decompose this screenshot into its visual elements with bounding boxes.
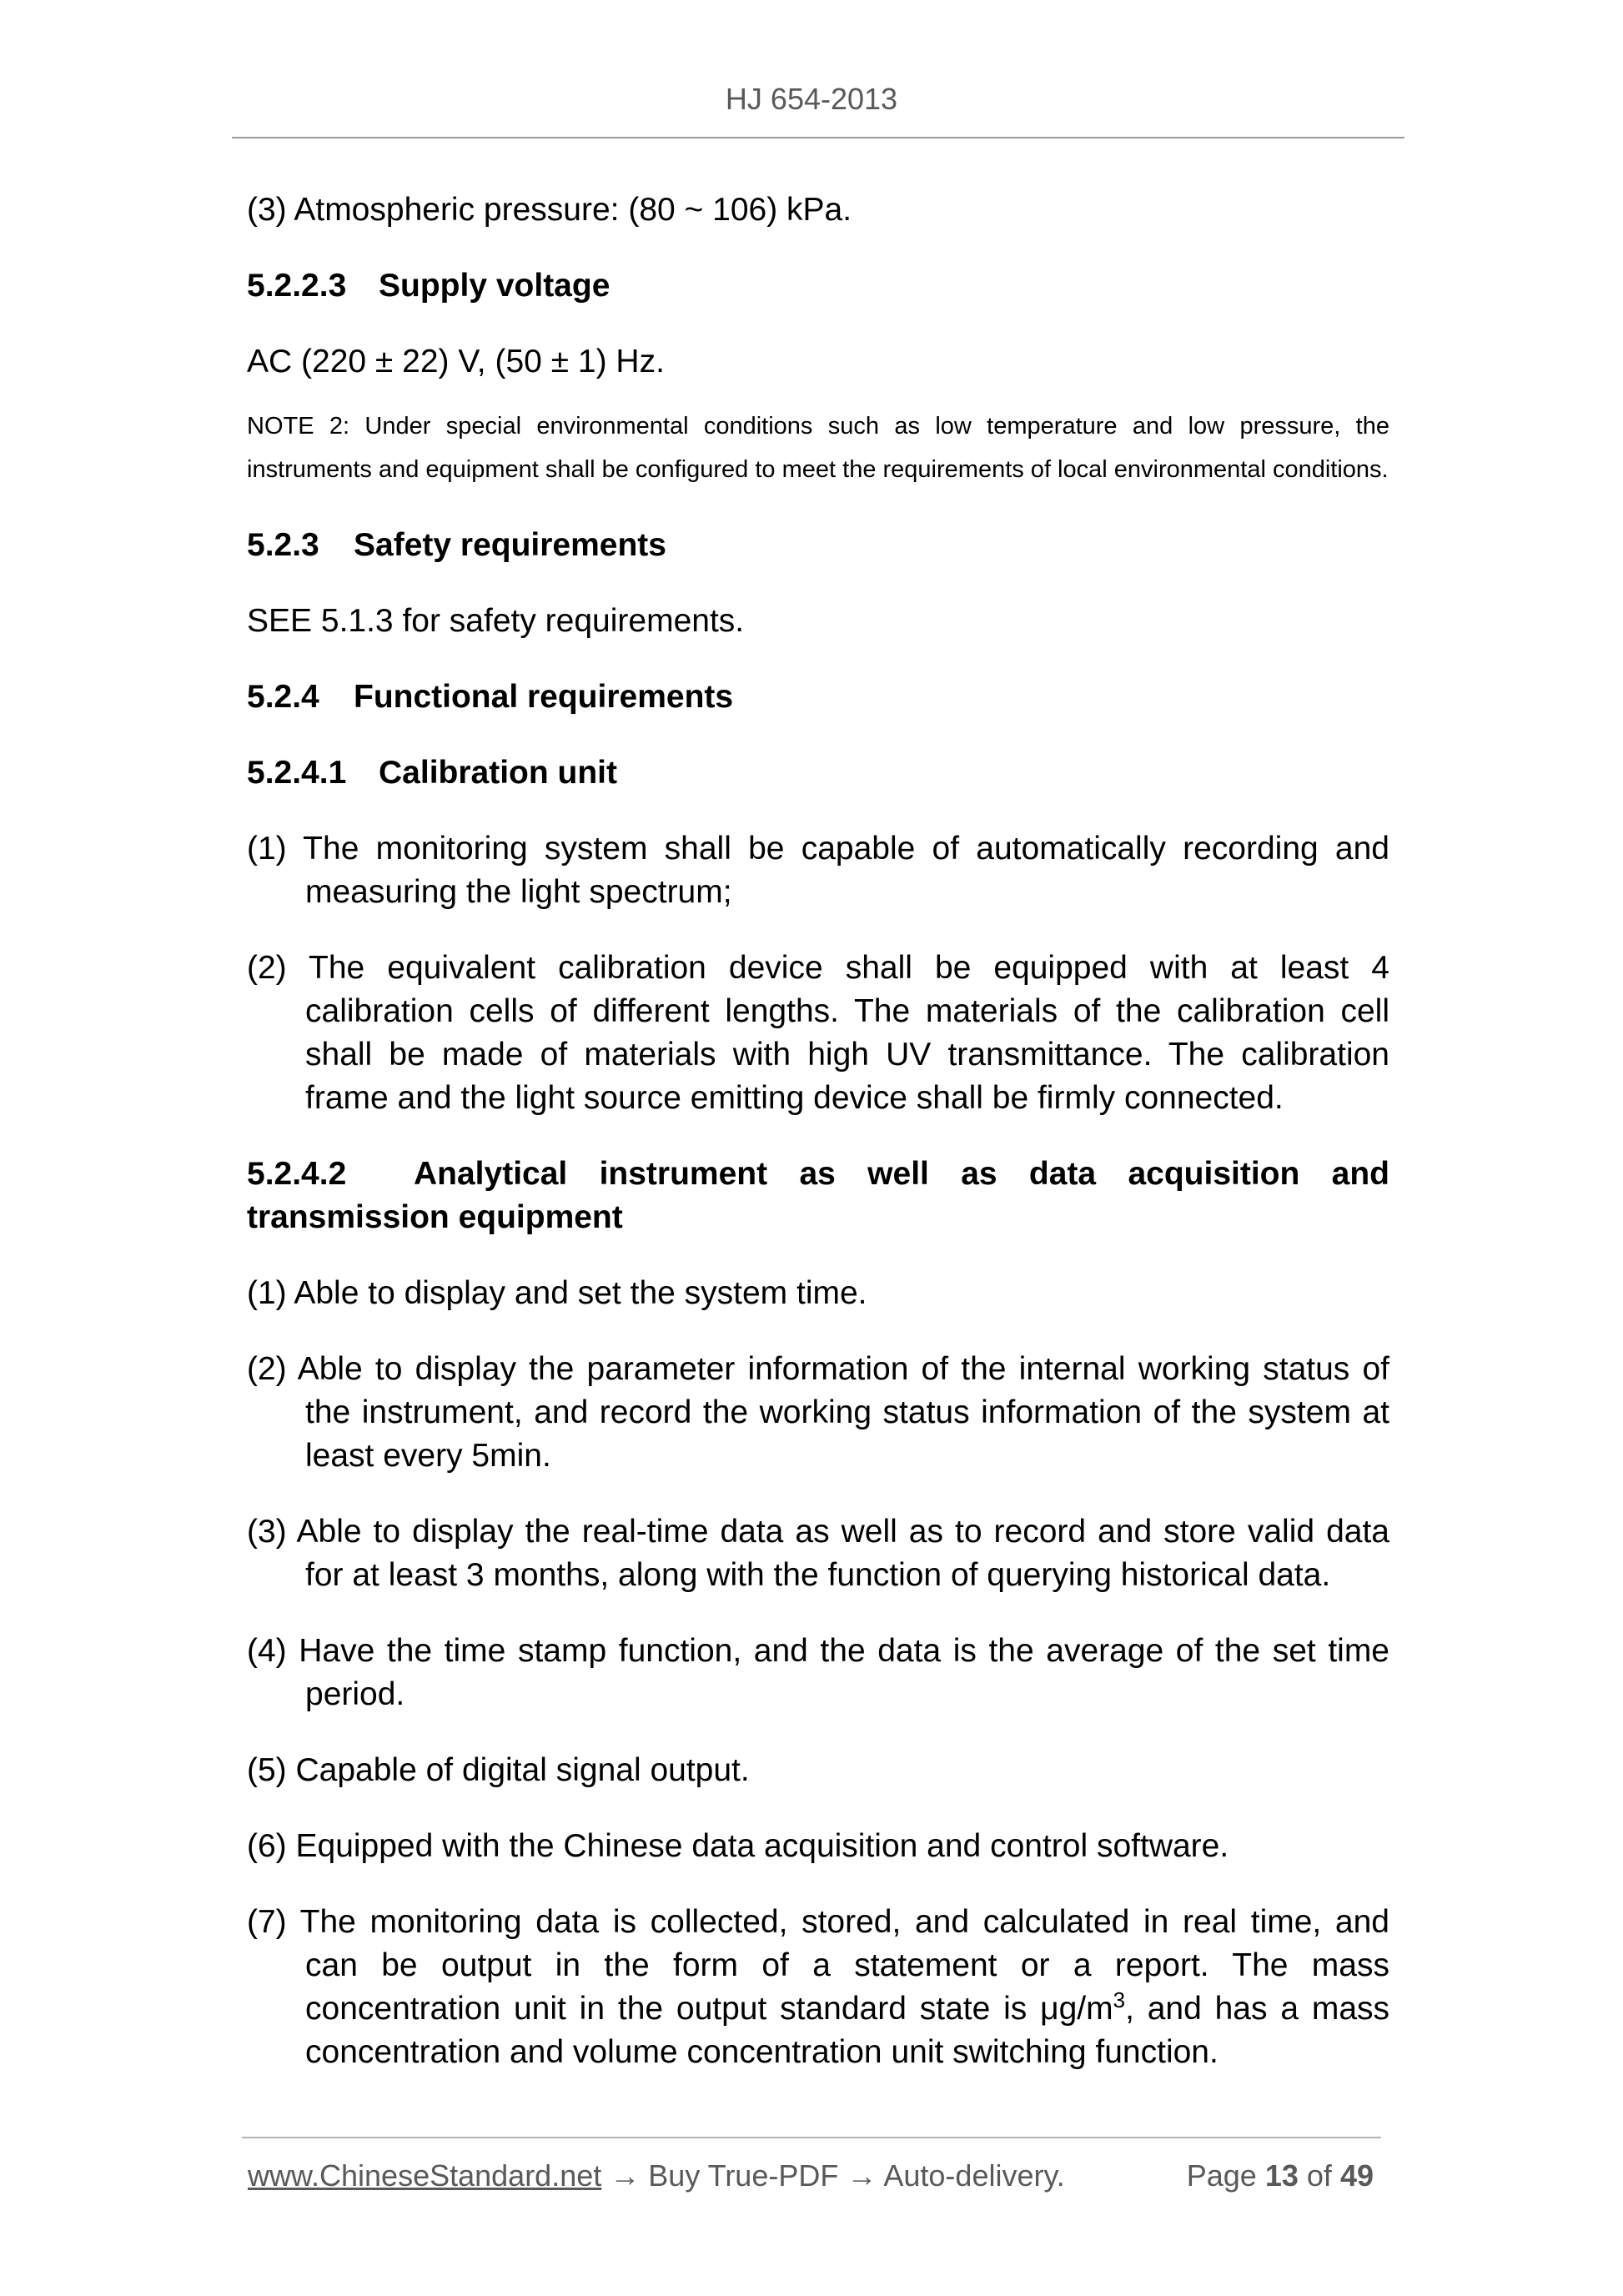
heading-title: Safety requirements — [354, 527, 666, 563]
heading-title: Supply voltage — [379, 268, 611, 304]
auto-delivery-text: Auto-delivery. — [883, 2158, 1065, 2193]
list-item: (2) The equivalent calibration device shall be equipped with at least 4 calibration cells of different lengths. The materials of the calibration cell shall be made of materials with high UV transmittance. The calibration frame and the light source emitting device shall be firmly connected. — [247, 950, 1389, 1116]
list-item: (2) Able to display the parameter information of the internal working status of the instrument, and record the working status information of the system at least every 5min. — [247, 1351, 1389, 1474]
item-7-text-end: , and has a mass concentration and volume concentration unit switching function. — [305, 1991, 1390, 2070]
list-item: (3) Able to display the real-time data as well as to record and store valid data for at least 3 months, along with the function of querying historical data. — [247, 1514, 1389, 1593]
list-item: (1) The monitoring system shall be capable of automatically recording and measuring the light spectrum; — [247, 831, 1389, 910]
page-total: 49 — [1339, 2158, 1374, 2193]
heading-number: 5.2.4.1 — [247, 755, 347, 791]
safety-text: SEE 5.1.3 for safety requirements. — [247, 603, 745, 639]
page-label: Page — [1186, 2158, 1257, 2193]
heading-5-2-4 — [247, 676, 1389, 719]
footer-divider — [242, 2137, 1381, 2138]
footer-promo — [248, 2158, 1065, 2193]
page-number — [1187, 2158, 1374, 2193]
superscript: 3 — [1113, 1987, 1126, 2012]
page-of: of — [1306, 2158, 1332, 2193]
page-footer — [248, 2158, 1382, 2198]
page-header-doc-id: HJ 654-2013 — [725, 82, 898, 116]
heading-5-2-4-1 — [247, 751, 1389, 795]
heading-5-2-2-3 — [247, 264, 1389, 308]
header-divider — [232, 137, 1404, 138]
arrow-right-icon: → — [610, 2158, 641, 2193]
heading-5-2-4-2 — [247, 1153, 1389, 1239]
list-item: (1) Able to display and set the system time. — [247, 1275, 867, 1311]
heading-title: Functional requirements — [354, 679, 734, 715]
supply-voltage-text: AC (220 ± 22) V, (50 ± 1) Hz. — [247, 344, 665, 379]
heading-number: 5.2.4.2 — [247, 1156, 347, 1192]
page-current: 13 — [1264, 2158, 1299, 2193]
document-body — [247, 188, 1389, 2107]
item-7-text: (7) The monitoring data is collected, stored, and calculated in real time, and can be output in the form of a statement or a report. The mass concentration unit in the output standard state is μg/m — [247, 1904, 1389, 2027]
heading-number: 5.2.4 — [247, 679, 319, 715]
arrow-right-icon: → — [847, 2158, 877, 2193]
buy-true-pdf-text: Buy True-PDF — [648, 2158, 839, 2193]
list-item: (4) Have the time stamp function, and the data is the average of the set time period. — [247, 1633, 1389, 1712]
list-item — [247, 1901, 1389, 2074]
heading-5-2-3 — [247, 524, 1389, 567]
heading-number: 5.2.2.3 — [247, 268, 347, 304]
atmospheric-pressure-text: (3) Atmospheric pressure: (80 ~ 106) kPa. — [247, 192, 852, 228]
list-item: (5) Capable of digital signal output. — [247, 1752, 750, 1788]
chinese-standard-link[interactable]: www.ChineseStandard.net — [248, 2158, 602, 2193]
note-2: NOTE 2: Under special environmental conditions such as low temperature and low pressure, the instruments and equipment shall be configured to meet the requirements of local environmental conditions. — [247, 413, 1389, 483]
list-item: (6) Equipped with the Chinese data acquisition and control software. — [247, 1828, 1229, 1864]
heading-number: 5.2.3 — [247, 527, 319, 563]
heading-title: Analytical instrument as well as data acquisition and transmission equipment — [247, 1156, 1389, 1235]
heading-title: Calibration unit — [379, 755, 617, 791]
